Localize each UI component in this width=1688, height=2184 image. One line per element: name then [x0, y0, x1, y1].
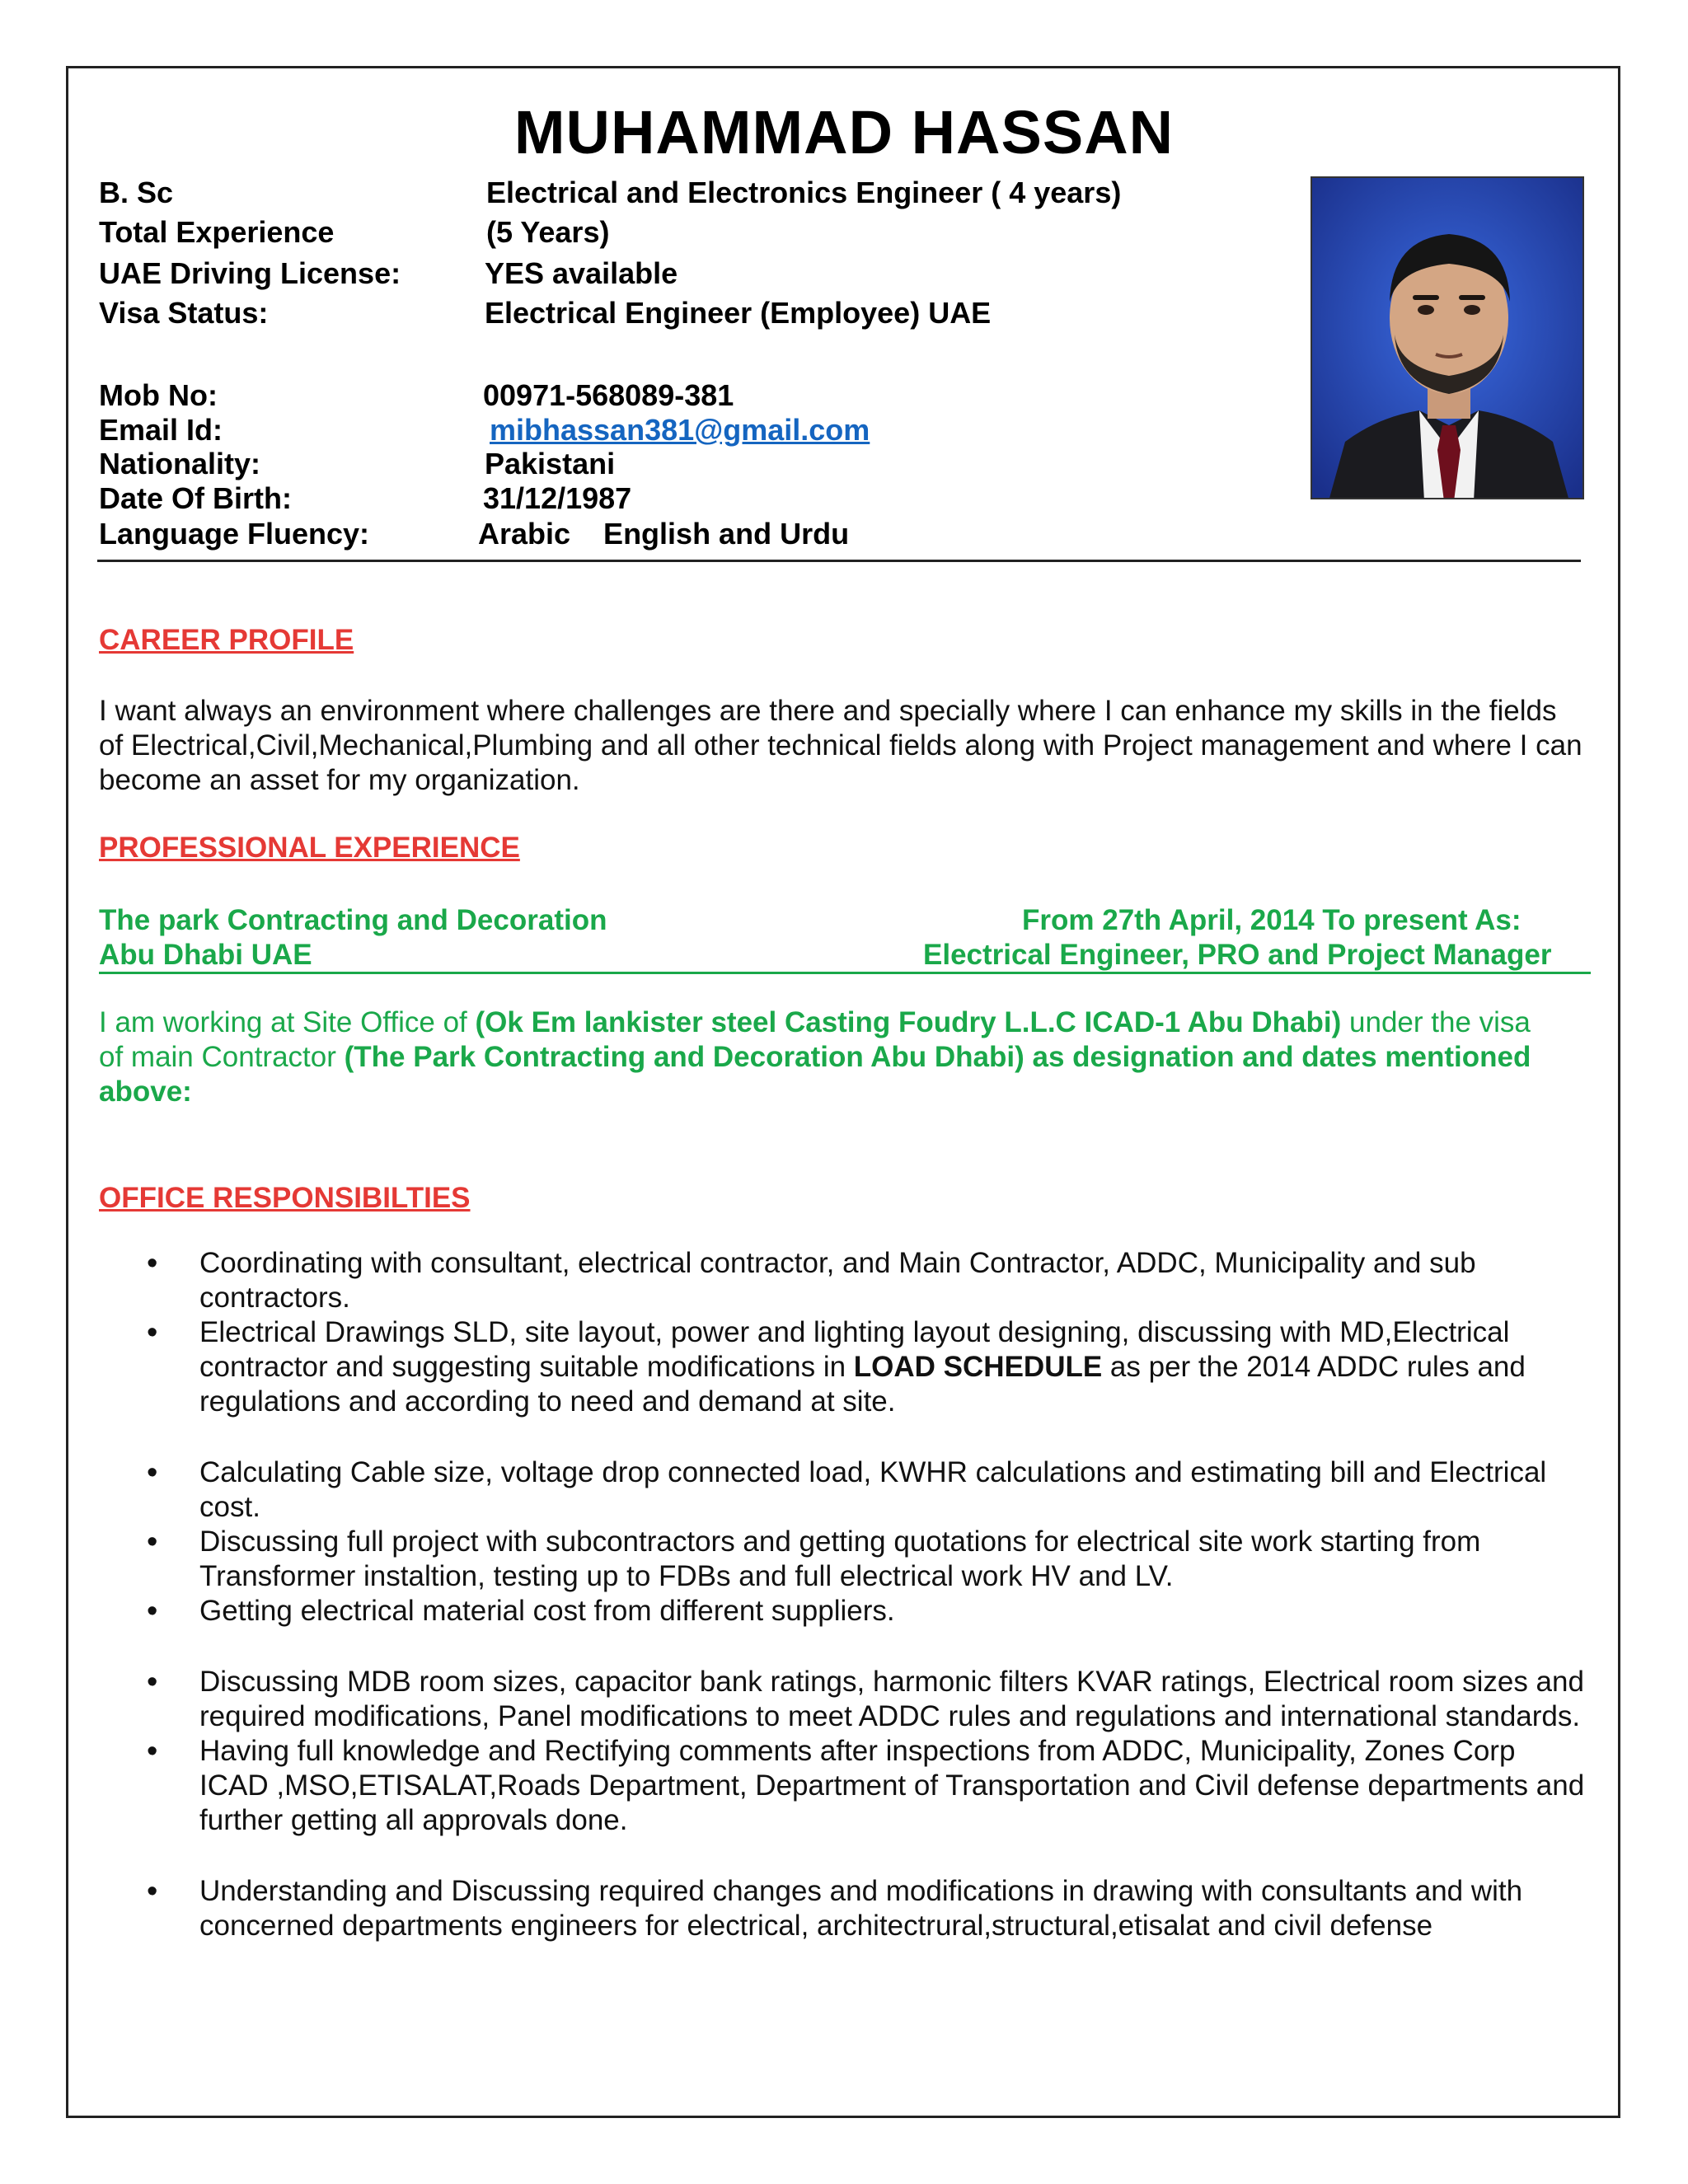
- list-item-text: Calculating Cable size, voltage drop connected load, KWHR calculations and estimating bill and Electrical cost.: [199, 1456, 1547, 1523]
- office-responsibilities-heading: OFFICE RESPONSIBILTIES: [99, 1182, 471, 1214]
- desc-part-1: I am working at Site Office of: [99, 1006, 476, 1038]
- language-value: Arabic English and Urdu: [478, 517, 850, 551]
- experience-label: Total Experience: [99, 215, 335, 249]
- visa-label: Visa Status:: [99, 296, 269, 330]
- license-label: UAE Driving License:: [99, 256, 401, 290]
- mobile-value: 00971-568089-381: [483, 378, 734, 412]
- list-item: [99, 1734, 1591, 1838]
- company-name: The park Contracting and Decoration: [99, 904, 607, 936]
- experience-description: [99, 1005, 1558, 1109]
- list-item: [99, 1246, 1591, 1315]
- dob-label: Date Of Birth:: [99, 481, 292, 515]
- company-location: Abu Dhabi UAE: [99, 939, 312, 971]
- list-item: [99, 1665, 1591, 1734]
- list-item-text: Coordinating with consultant, electrical contractor, and Main Contractor, ADDC, Municipality and sub contractors.: [199, 1247, 1476, 1314]
- list-item-text: Understanding and Discussing required changes and modifications in drawing with consultants and with concerned departments engineers for electrical, architectrural,structural,etisalat and civil defense: [199, 1875, 1523, 1942]
- desc-part-4: (The Park Contracting and Decoration Abu Dhabi) as designation and dates mentioned above:: [99, 1041, 1531, 1108]
- list-item: [99, 1315, 1591, 1419]
- desc-part-2: (Ok Em lankister steel Casting Foudry L.L.C ICAD-1 Abu Dhabi): [475, 1006, 1342, 1038]
- list-item-text: Electrical Drawings SLD, site layout, power and lighting layout designing, discussing with MD,Electrical contractor and suggesting suitable modifications in: [199, 1316, 1510, 1383]
- list-item-text: as per the 2014 ADDC rules and regulations and according to need and demand at site.: [199, 1351, 1526, 1418]
- list-item-text: Discussing full project with subcontractors and getting quotations for electrical site work starting from Transformer instaltion, testing up to FDBs and full electrical work HV and LV.: [199, 1526, 1481, 1592]
- load-schedule-keyword: LOAD SCHEDULE: [853, 1351, 1103, 1383]
- career-profile-text: I want always an environment where challenges are there and specially where I can enhance my skills in the fields of Electrical,Civil,Mechanical,Plumbing and all other technical fields along with Project management and where I can become an asset for my organization.: [99, 695, 1582, 796]
- nationality-label: Nationality:: [99, 447, 261, 480]
- email-label: Email Id:: [99, 413, 223, 447]
- degree-label: B. Sc: [99, 176, 174, 209]
- responsibilities-list: [99, 1246, 1591, 1943]
- job-role: Electrical Engineer, PRO and Project Manager: [923, 939, 1552, 971]
- list-item-text: Getting electrical material cost from different suppliers.: [199, 1595, 895, 1627]
- list-item: [99, 1594, 1591, 1629]
- degree-value: Electrical and Electronics Engineer ( 4 years): [486, 176, 1122, 209]
- mobile-label: Mob No:: [99, 378, 218, 412]
- list-item-text: Having full knowledge and Rectifying comments after inspections from ADDC, Municipality, Zones Corp ICAD ,MSO,ETISALAT,Roads Department, Department of Transportation and Civil defense departments and further getting all approvals done.: [199, 1735, 1585, 1836]
- list-item: [99, 1525, 1591, 1594]
- list-item: [99, 1455, 1591, 1525]
- career-profile-heading: CAREER PROFILE: [99, 624, 354, 656]
- list-item: [99, 1874, 1591, 1943]
- email-link[interactable]: mibhassan381@gmail.com: [490, 413, 870, 447]
- profile-photo: [1311, 176, 1584, 499]
- visa-value: Electrical Engineer (Employee) UAE: [485, 296, 992, 330]
- license-value: YES available: [485, 256, 678, 290]
- language-label: Language Fluency:: [99, 517, 370, 551]
- experience-value: (5 Years): [486, 215, 610, 249]
- list-item-text: Discussing MDB room sizes, capacitor bank ratings, harmonic filters KVAR ratings, Electrical room sizes and required modifications, Panel modifications to meet ADDC rules and regulations and international standards.: [199, 1666, 1584, 1732]
- portrait-image: [1312, 178, 1584, 499]
- professional-experience-heading: PROFESSIONAL EXPERIENCE: [99, 832, 520, 864]
- experience-underline: [99, 972, 1591, 974]
- nationality-value: Pakistani: [485, 447, 616, 480]
- header-divider: [97, 560, 1581, 562]
- employment-period: From 27th April, 2014 To present As:: [1022, 904, 1522, 936]
- candidate-name: MUHAMMAD HASSAN: [513, 98, 1175, 166]
- desc-part-3: under the visa of main Contractor: [99, 1006, 1531, 1073]
- dob-value: 31/12/1987: [483, 481, 632, 515]
